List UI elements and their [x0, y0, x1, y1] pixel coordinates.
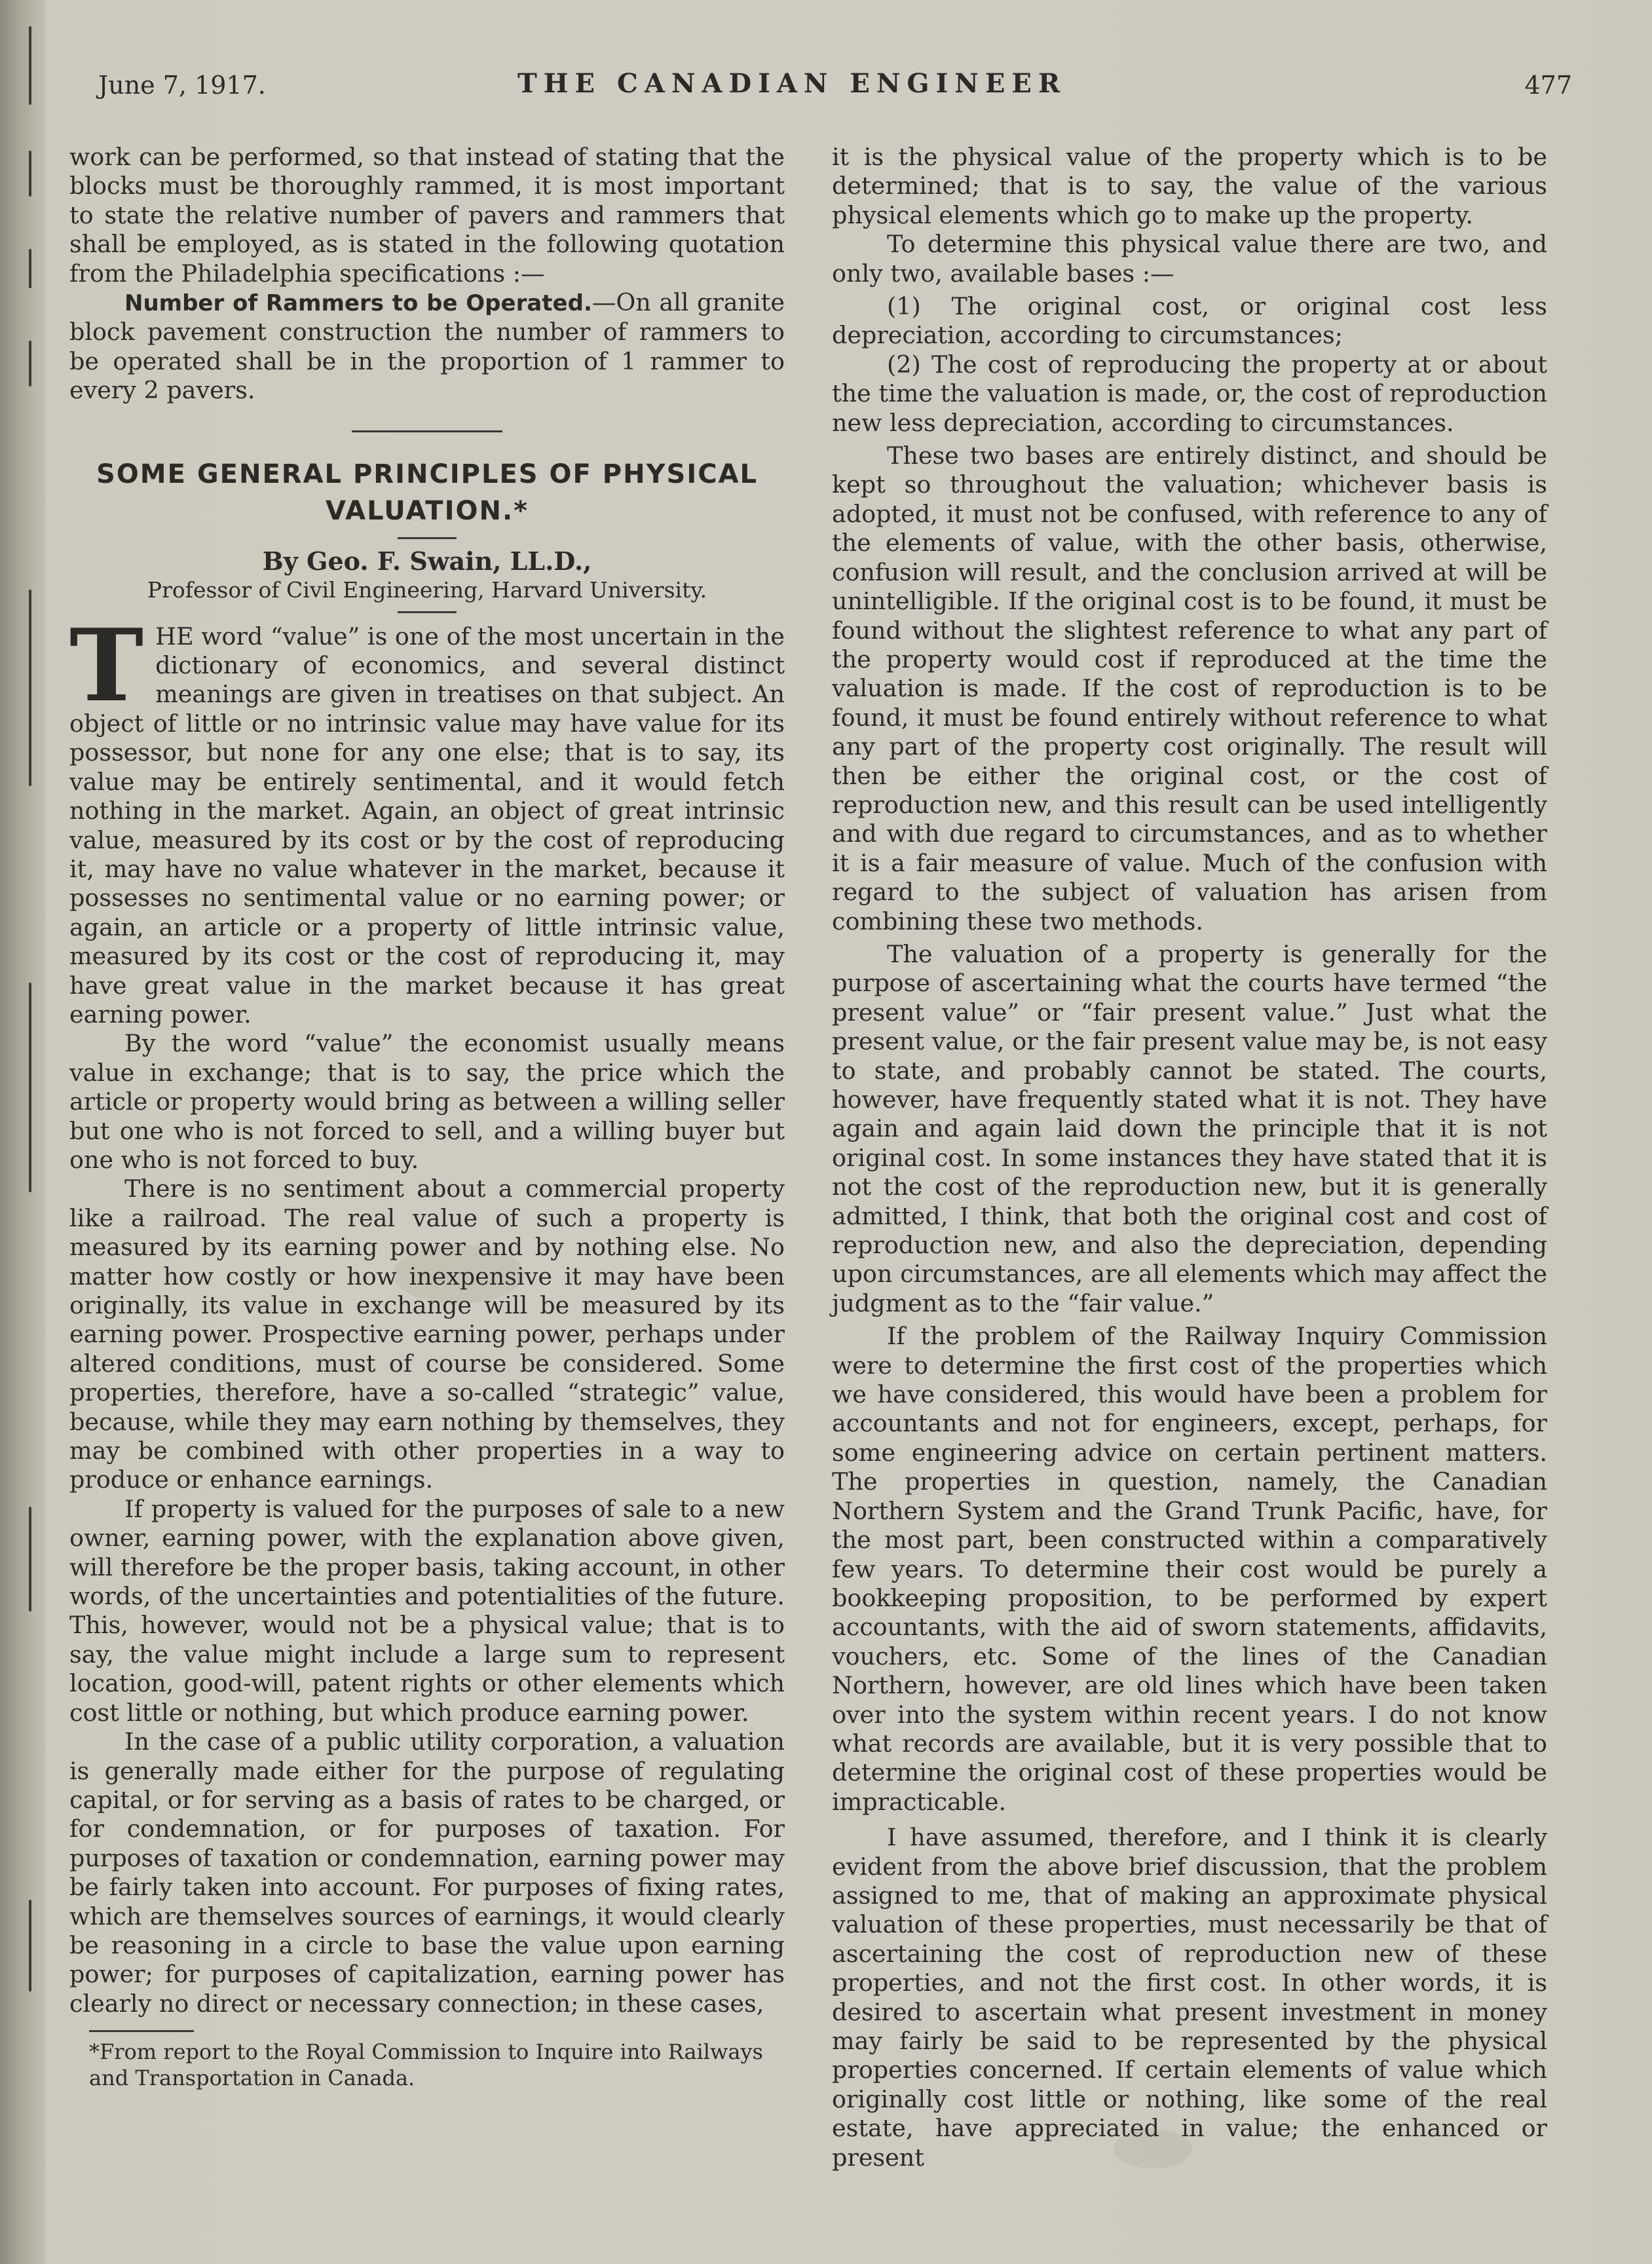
author-byline: By Geo. F. Swain, LL.D.,: [262, 546, 592, 576]
page-binding-edge: [0, 0, 46, 2264]
binding-mark: [29, 151, 31, 197]
binding-mark: [29, 249, 31, 288]
title-rule: [398, 537, 457, 539]
right-column: [832, 143, 1547, 2172]
article-paragraph: There is no sentiment about a commercial property like a railroad. The real value of such a property is measured by its earning power and by nothing else. No matter how costly or how inexpensive it may have been originally, its value in exchange will be measured by its earning power. Prospective earning power, perhaps under altered conditions, must of course be considered. Some properties, therefore, have a so-called “strategic” value, because, while they may earn nothing by themselves, they may be combined with other properties in a way to produce or enhance earnings.: [69, 1175, 785, 1494]
article-paragraph: To determine this physical value there are two, and only two, available bases :—: [832, 230, 1547, 288]
article-paragraph: I have assumed, therefore, and I think it is clearly evident from the above brief discussion, that the problem assigned to me, that of making an approximate physical valuation of these properties, must necessarily be that of ascertaining the cost of reproduction new of these properties, and not the first cost. In other words, it is desired to ascertain what present investment in money may fairly be said to be represented by the physical properties concerned. If certain elements of value which originally cost little or nothing, like some of the real estate, have appreciated in value; the enhanced or present: [832, 1823, 1547, 2172]
article-paragraph: In the case of a public utility corporation, a valuation is generally made either for the purpose of regulating capital, or for serving as a basis of rates to be charged, or for condemnation, or for purposes of taxation. For purposes of taxation or condemnation, earning power may be fairly taken into account. For purposes of fixing rates, which are themselves sources of earnings, it would clearly be reasoning in a circle to base the value upon earning power; for purposes of capitalization, earning power has clearly no direct or necessary connection; in these cases,: [69, 1727, 785, 2018]
article-paragraph: If the problem of the Railway Inquiry Commission were to determine the first cost of the properties which we have considered, this would have been a problem for accountants and not for engineers, except, perhaps, for some engineering advice on certain pertinent matters. The properties in question, namely, the Canadian Northern System and the Grand Trunk Pacific, have, for the most part, been constructed within a comparatively few years. To determine their cost would be purely a bookkeeping proposition, to be performed by expert accountants, with the aid of sworn statements, affidavits, vouchers, etc. Some of the lines of the Canadian Northern, however, are old lines which have been taken over into the system within recent years. I do not know what records are available, but it is very possible that to determine the original cost of these properties would be impracticable.: [832, 1322, 1547, 1816]
basis-item: (1) The original cost, or original cost less depreciation, according to circumstances;: [832, 292, 1547, 350]
article-paragraph: These two bases are entirely distinct, and should be kept so throughout the valuation; whichever basis is adopted, it must not be confused, with reference to any of the elements of value, with the other basis, otherwise, confusion will result, and the conclusion arrived at will be unintelligible. If the original cost is to be found, it must be found without the slightest reference to what any part of the property would cost if reproduced at the time the valuation is made. If the cost of reproduction is to be found, it must be found entirely without reference to what any part of the property cost originally. The result will then be either the original cost, or the cost of reproduction new, and this result can be used intelligently and with due regard to circumstances, and as to whether it is a fair measure of value. Much of the confusion with regard to the subject of valuation has arisen from combining these two methods.: [832, 442, 1547, 935]
binding-mark: [29, 341, 31, 387]
quotation-paragraph: [69, 288, 785, 406]
article-paragraph: The valuation of a property is generally for the purpose of ascertaining what the courts have termed “the present value” or “fair present value.” Just what the present value, or the fair present value may be, is not easy to state, and probably cannot be stated. The courts, however, have frequently stated what it is not. They have again and again laid down the principle that it is not original cost. In some instances they have stated that it is not the cost of the reproduction new, but it is generally admitted, I think, that both the original cost and cost of reproduction new, and also the depreciation, depending upon circumstances, are all elements which may affect the judgment as to the “fair value.”: [832, 939, 1547, 1317]
binding-mark: [29, 983, 31, 1192]
drop-cap: T: [69, 606, 144, 724]
binding-mark: [29, 26, 31, 105]
left-column: [69, 143, 785, 2091]
article-paragraph: it is the physical value of the property which is to be determined; that is to say, the value of the various physical elements which go to make up the property.: [832, 143, 1547, 229]
article-paragraph: If property is valued for the purposes of sale to a new owner, earning power, with the explanation above given, will therefore be the proper basis, taking account, in other words, of the uncertainties and potentialities of the future. This, however, would not be a physical value; that is to say, the value might include a large sum to represent location, good-will, patent rights or other elements which cost little or nothing, but which produce earning power.: [69, 1494, 785, 1727]
binding-mark: [29, 1900, 31, 1991]
article-title: SOME GENERAL PRINCIPLES OF PHYSICAL VALUATION.*: [96, 459, 759, 526]
continued-paragraph: work can be performed, so that instead of stating that the blocks must be thoroughly rammed, it is most important to state the relative number of pavers and rammers that shall be employed, as is stated in the following quotation from the Philadelphia specifications :—: [69, 143, 785, 288]
footnote-rule: [89, 2030, 194, 2032]
binding-mark: [29, 590, 31, 786]
basis-item: (2) The cost of reproducing the property at or about the time the valuation is made, or, the cost of reproduction new less depreciation, according to circumstances.: [832, 350, 1547, 437]
article-paragraph: [69, 606, 785, 1030]
journal-title: THE CANADIAN ENGINEER: [517, 68, 1067, 99]
issue-date: June 7, 1917.: [98, 71, 266, 100]
author-affiliation: Professor of Civil Engineering, Harvard University.: [147, 576, 707, 603]
quotation-heading: Number of Rammers to be Operated.: [124, 290, 592, 317]
running-header: [98, 63, 1572, 109]
byline-rule: [398, 611, 457, 613]
binding-mark: [29, 1507, 31, 1612]
section-divider: [352, 430, 502, 432]
paragraph-text: HE word “value” is one of the most uncertain in the dictionary of economics, and several distinct meanings are given in treatises on that subject. An object of little or no intrinsic value may have value for its possessor, but none for any one else; that is to say, its value may be entirely sentimental, and it would fetch nothing in the market. Again, an object of great intrinsic value, measured by its cost or by the cost of reproducing it, may have no value whatever in the market, because it possesses no sentimental value or no earning power; or again, an article or a property of little intrinsic value, measured by its cost or the cost of reproducing it, may have great value in the market because it has great earning power.: [69, 622, 785, 1028]
footnote: *From report to the Royal Commission to Inquire into Railways and Transportation in Canada.: [89, 2039, 763, 2091]
page-number: 477: [1524, 71, 1572, 100]
article-paragraph: By the word “value” the economist usually means value in exchange; that is to say, the price which the article or property would bring as between a willing seller but one who is not forced to sell, and a willing buyer but one who is not forced to buy.: [69, 1029, 785, 1174]
quotation-text: —On all granite block pavement construction the number of rammers to be operated shall be in the proportion of 1 rammer to every 2 pavers.: [69, 288, 785, 405]
